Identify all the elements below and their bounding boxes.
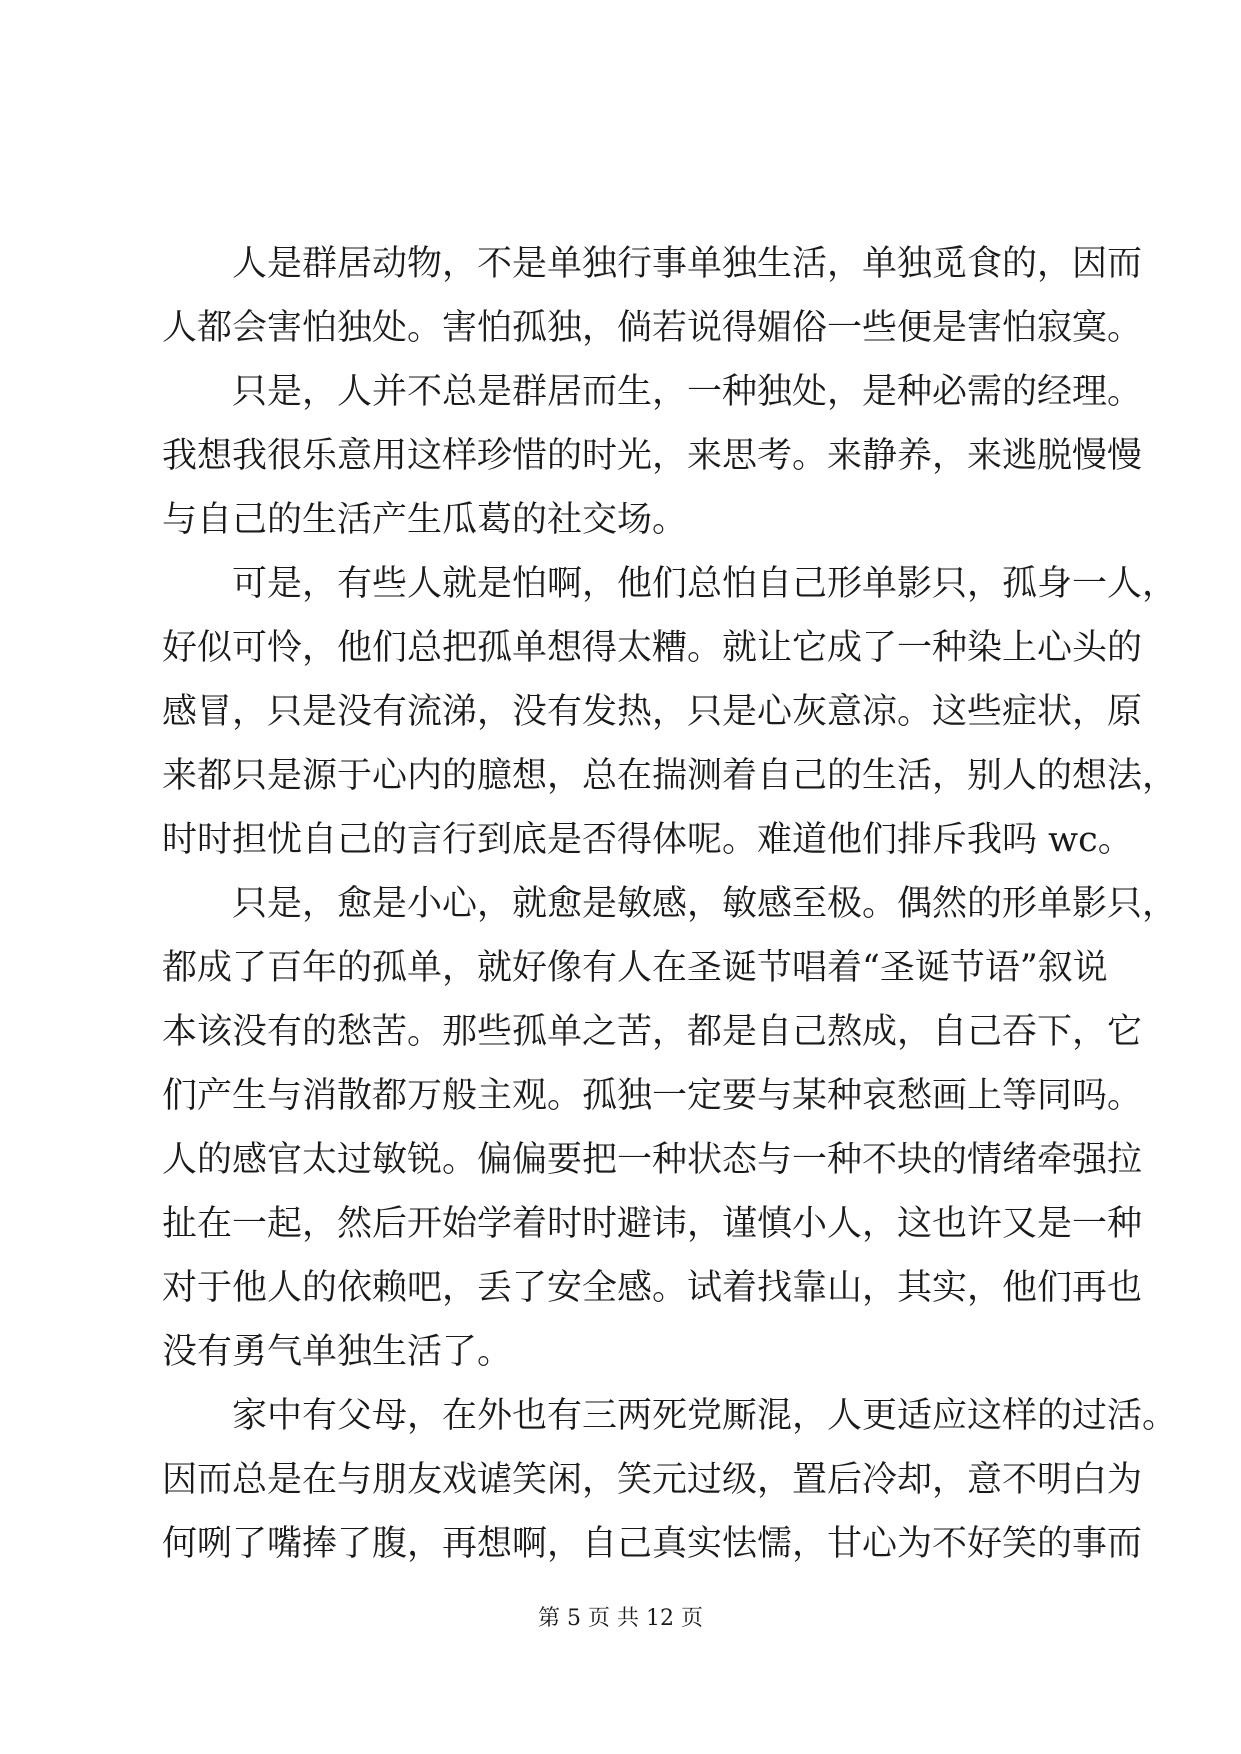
text-line: 与自己的生活产生瓜葛的社交场。 — [162, 500, 688, 540]
text-line: 没有勇气单独生活了。 — [162, 1332, 513, 1372]
text-line: 对于他人的依赖吧，丢了安全感。试着找靠山，其实，他们再也 — [162, 1268, 1143, 1308]
text-line: 扯在一起，然后开始学着时时避讳，谨慎小人，这也许又是一种 — [162, 1204, 1143, 1244]
paragraph — [162, 360, 1143, 552]
text-line: 们产生与消散都万般主观。孤独一定要与某种哀愁画上等同吗。 — [162, 1076, 1143, 1116]
text-line: 感冒，只是没有流涕，没有发热，只是心灰意凉。这些症状，原 — [162, 692, 1143, 732]
text-line: 只是，愈是小心，就愈是敏感，敏感至极。偶然的形单影只， — [232, 884, 1178, 924]
text-line: 人都会害怕独处。害怕孤独，倘若说得媚俗一些便是害怕寂寞。 — [162, 308, 1143, 348]
text-line: 只是，人并不总是群居而生，一种独处，是种必需的经理。 — [232, 372, 1143, 412]
paragraph — [162, 872, 1178, 1384]
paragraph — [162, 1384, 1178, 1576]
text-line: 时时担忧自己的言行到底是否得体呢。难道他们排斥我吗 wc。 — [162, 820, 1133, 860]
text-line: 家中有父母，在外也有三两死党厮混，人更适应这样的过活。 — [232, 1396, 1178, 1436]
text-line: 人的感官太过敏锐。偏偏要把一种状态与一种不块的情绪牵强拉 — [162, 1140, 1143, 1180]
document-body — [162, 232, 1178, 1576]
text-line: 本该没有的愁苦。那些孤单之苦，都是自己熬成，自己吞下，它 — [162, 1012, 1143, 1052]
text-line: 人是群居动物，不是单独行事单独生活，单独觅食的，因而 — [232, 244, 1143, 284]
text-line: 可是，有些人就是怕啊，他们总怕自己形单影只，孤身一人， — [232, 564, 1178, 604]
paragraph — [162, 232, 1143, 360]
text-line: 来都只是源于心内的臆想，总在揣测着自己的生活，别人的想法， — [162, 756, 1178, 796]
paragraph — [162, 552, 1178, 872]
text-line: 我想我很乐意用这样珍惜的时光，来思考。来静养，来逃脱慢慢 — [162, 436, 1143, 476]
page-number-footer: 第 5 页 共 12 页 — [538, 1606, 703, 1631]
text-line: 都成了百年的孤单，就好像有人在圣诞节唱着“圣诞节语”叙说 — [162, 948, 1108, 988]
text-line: 好似可怜，他们总把孤单想得太糟。就让它成了一种染上心头的 — [162, 628, 1143, 668]
text-line: 何咧了嘴捧了腹，再想啊，自己真实怯懦，甘心为不好笑的事而 — [162, 1524, 1143, 1564]
text-line: 因而总是在与朋友戏谑笑闲，笑元过级，置后冷却，意不明白为 — [162, 1460, 1143, 1500]
